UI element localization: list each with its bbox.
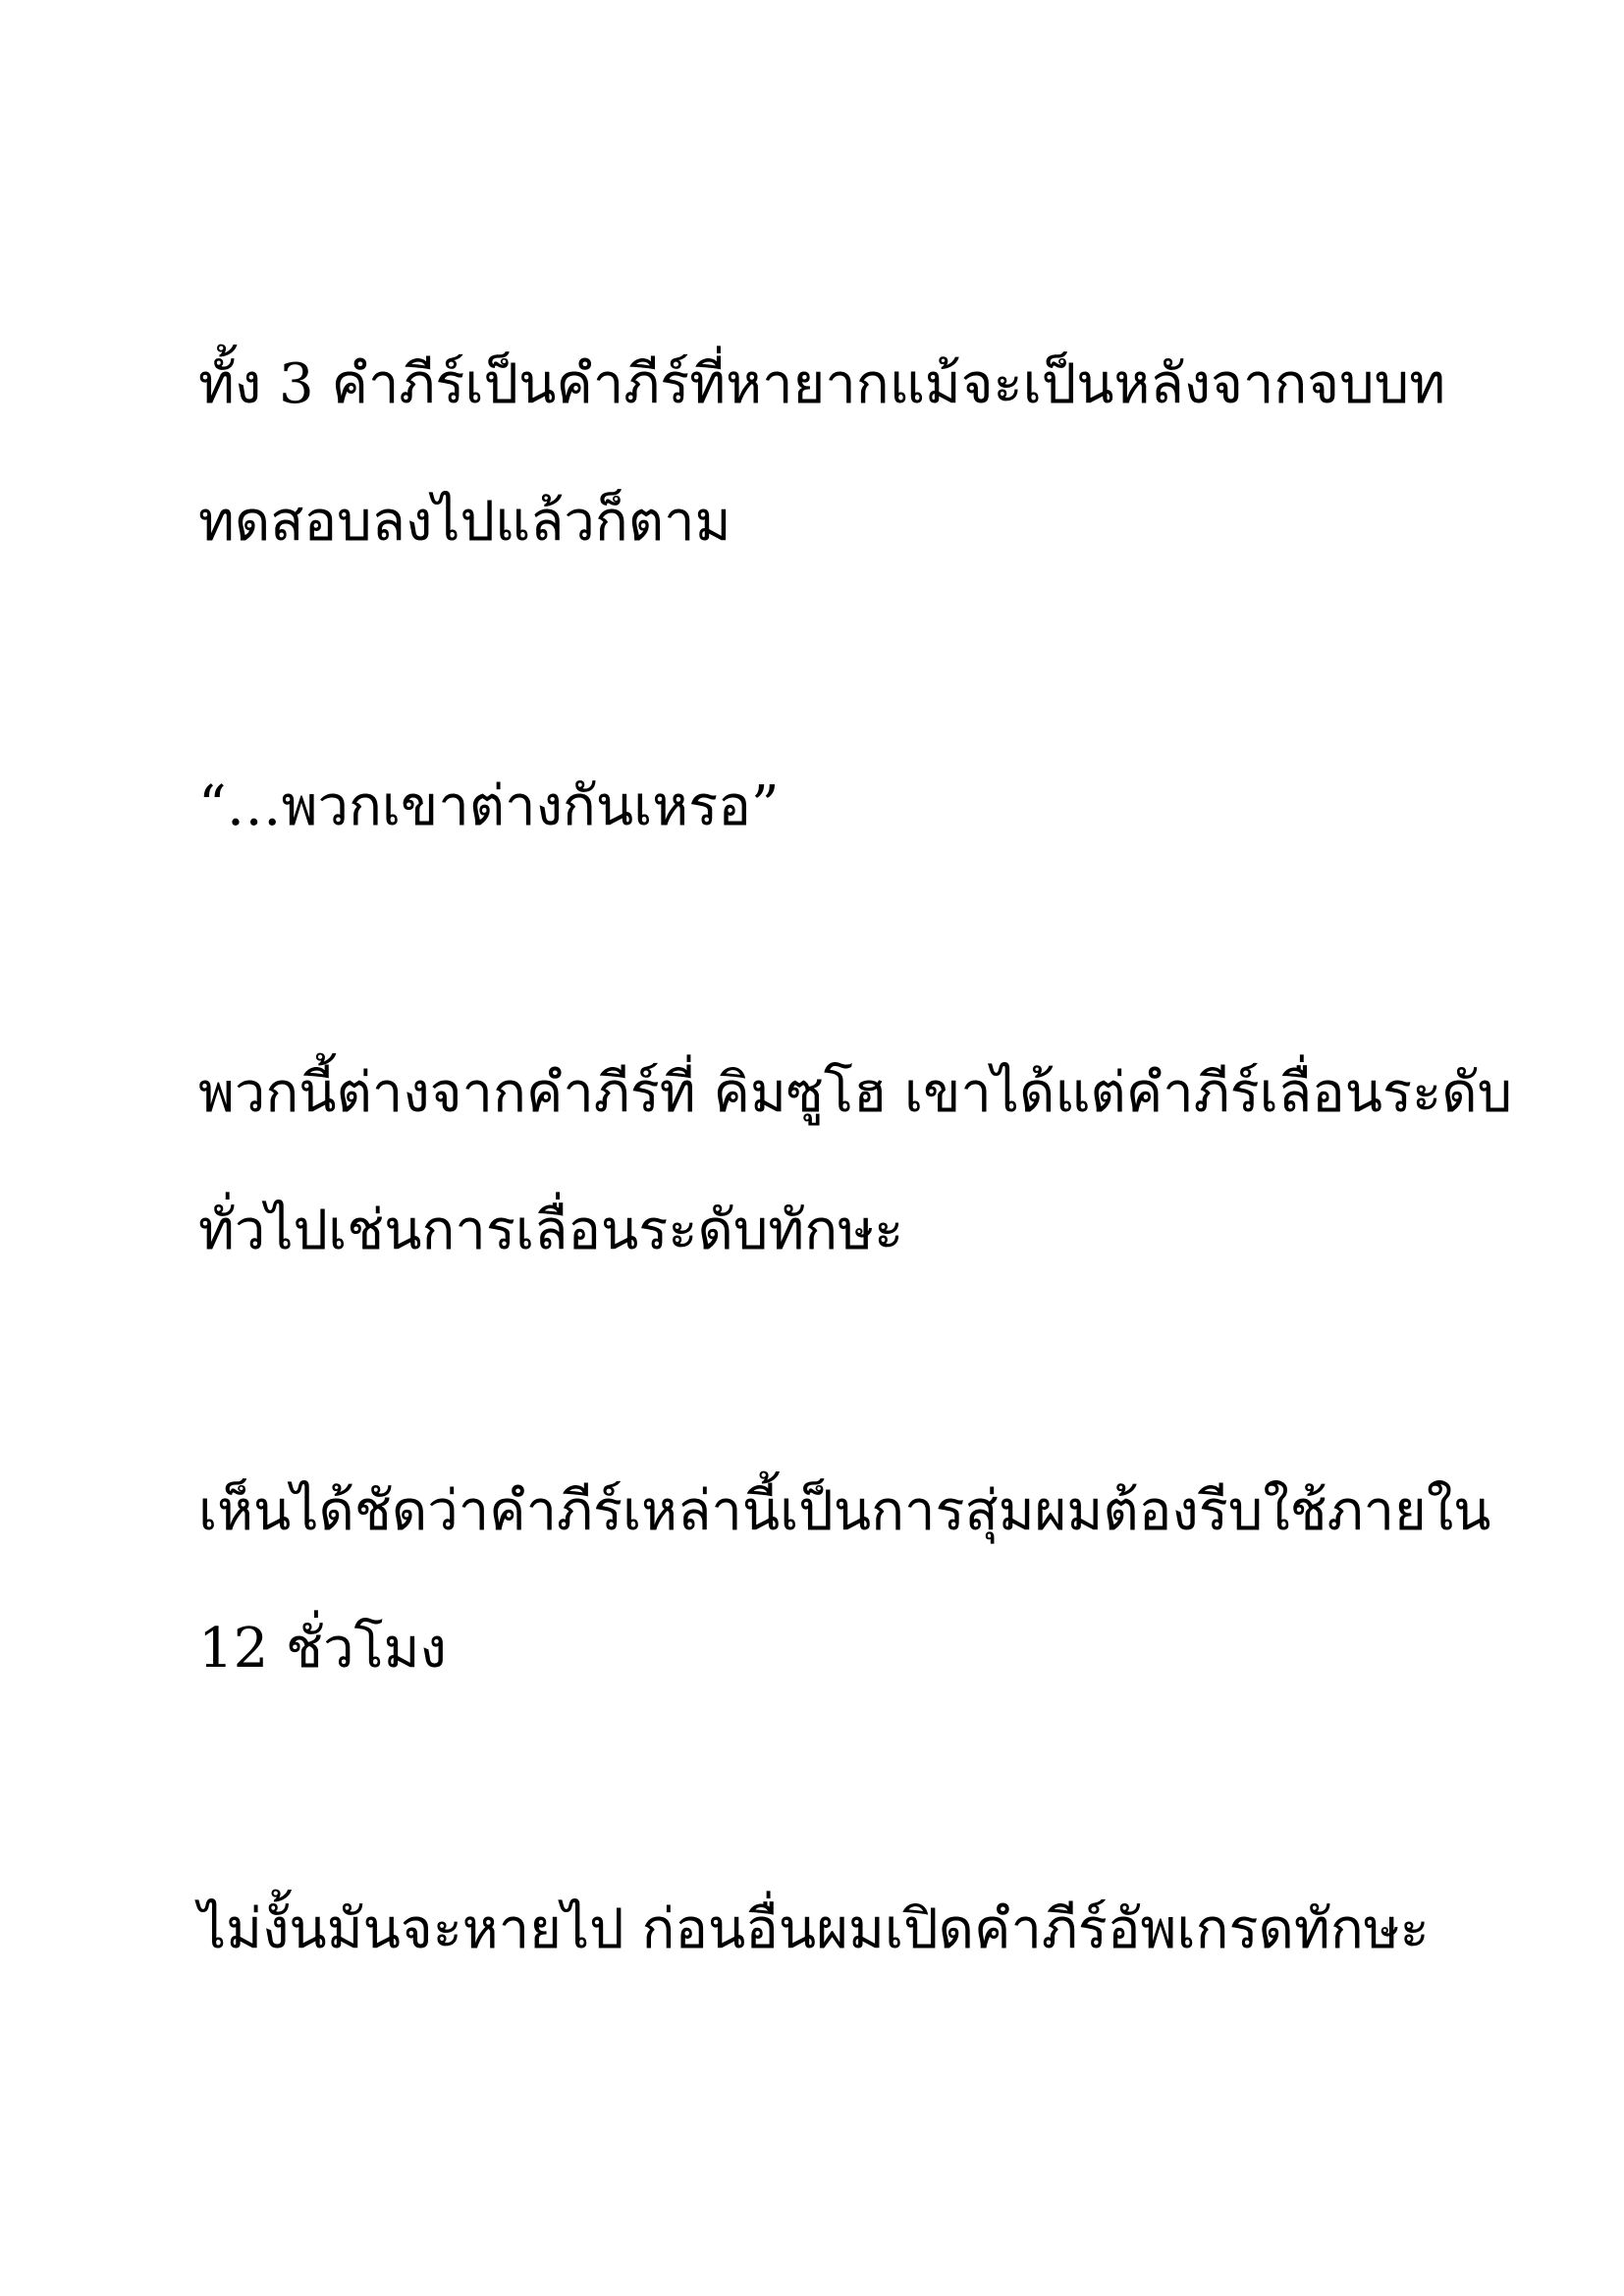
- paragraph-1-line-2: ทดสอบลงไปแล้วก็ตาม: [198, 490, 731, 554]
- paragraph-4-line-1: เห็นได้ชัดว่าคำภีร์เหล่านี้เป็นการสุ่มผมต้องรีบใช้ภายใน: [198, 1479, 1491, 1543]
- paragraph-2-dialogue: “…พวกเขาต่างกันเหรอ”: [198, 774, 780, 838]
- paragraph-4-line-2: 12 ชั่วโมง: [198, 1617, 447, 1681]
- paragraph-1-line-1: ทั้ง 3 คำภีร์เป็นคำภีร์ที่หายากแม้จะเป็นหลังจากจบบท: [198, 352, 1446, 416]
- paragraph-5-line-1: ไม่งั้นมันจะหายไป ก่อนอื่นผมเปิดคำภีร์อัพเกรดทักษะ: [198, 1897, 1430, 1961]
- paragraph-3-line-1: พวกนี้ต่างจากคำภีร์ที่ คิมซูโฮ เขาได้แต่คำภีร์เลื่อนระดับ: [198, 1061, 1513, 1125]
- paragraph-3-line-2: ทั่วไปเช่นการเลื่อนระดับทักษะ: [198, 1199, 904, 1262]
